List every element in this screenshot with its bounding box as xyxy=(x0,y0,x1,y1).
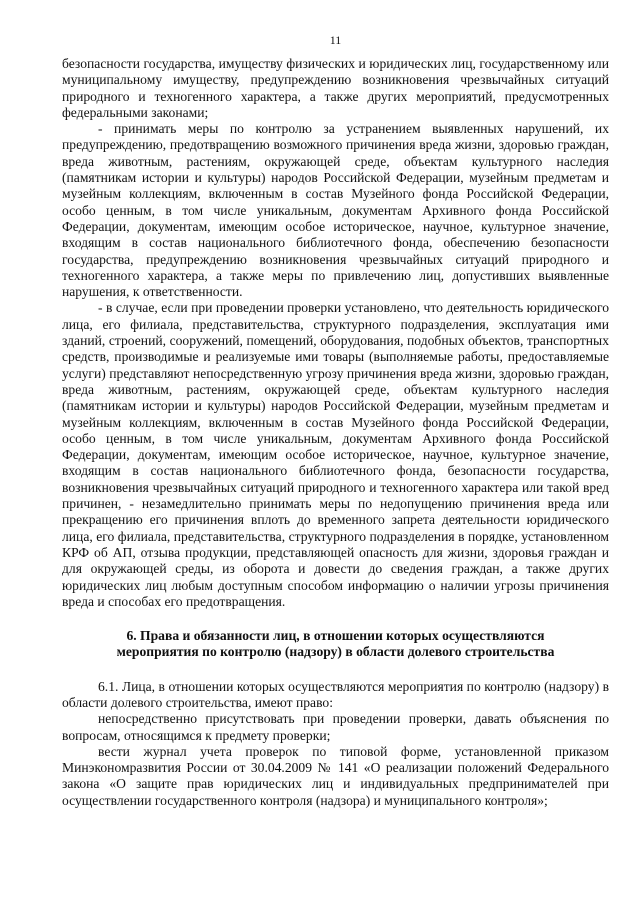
paragraph-control-measures: - принимать меры по контролю за устранением выявленных нарушений, их предупреждению, предотвращению возможного причинения вреда жизни, здоровью граждан, вреда животным, растениям, окружающей среде, объектам культурного наследия (памятникам истории и культуры) народов Российской Федерации, музейным предметам и музейным коллекциям, включенным в состав Музейного фонда Российской Федерации, особо ценным, в том числе уникальным, документам Архивного фонда Российской Федерации, документам, имеющим особое историческое, научное, культурное значение, входящим в состав национального библиотечного фонда, обеспечению безопасности государства, предупреждению возникновения чрезвычайных ситуаций природного и техногенного характера, а также меры по привлечению лиц, допустивших выявленные нарушения, к ответственности. xyxy=(62,121,609,300)
section-heading-line-1: 6. Права и обязанности лиц, в отношении которых осуществляются xyxy=(126,628,545,644)
section-heading-line-2: мероприятия по контролю (надзору) в области долевого строительства xyxy=(116,644,555,660)
paragraph-continuation: безопасности государства, имуществу физических и юридических лиц, государственному или муниципальному имуществу, предупреждению возникновения чрезвычайных ситуаций природного и техногенного характера, а также других мероприятий, предусмотренных федеральными законами; xyxy=(62,56,609,120)
paragraph-right-journal: вести журнал учета проверок по типовой форме, установленной приказом Минэкономразвития России от 30.04.2009 № 141 «О реализации положений Федерального закона «О защите прав юридических лиц и индивидуальных предпринимателей при осуществлении государственного контроля (надзора) и муниципального контроля»; xyxy=(62,743,609,808)
page-number: 11 xyxy=(329,33,342,47)
paragraph-6-1: 6.1. Лица, в отношении которых осуществляются мероприятия по контролю (надзору) в области долевого строительства, имеют право: xyxy=(62,678,609,710)
paragraph-right-attend: непосредственно присутствовать при проведении проверки, давать объяснения по вопросам, относящимся к предмету проверки; xyxy=(62,711,609,743)
paragraph-threat-measures: - в случае, если при проведении проверки установлено, что деятельность юридического лица, его филиала, представительства, структурного подразделения, эксплуатация ими зданий, строений, сооружений, помещений, оборудования, подобных объектов, транспортных средств, производимые и реализуемые ими товары (выполняемые работы, предоставляемые услуги) представляют непосредственную угрозу причинения вреда жизни, здоровью граждан, вреда животным, растениям, окружающей среде, объектам культурного наследия (памятникам истории и культуры) народов Российской Федерации, музейным предметам и музейным коллекциям, включенным в состав Музейного фонда Российской Федерации, особо ценным, в том числе уникальным, документам Архивного фонда Российской Федерации, документам, имеющим особое историческое, научное, культурное значение, входящим в состав национального библиотечного фонда, безопасности государства, возникновения чрезвычайных ситуаций природного и техногенного характера или такой вред причинен, - незамедлительно принимать меры по недопущению причинения вреда или прекращению его причинения вплоть до временного запрета деятельности юридического лица, его филиала, представительства, структурного подразделения в порядке, установленном КРФ об АП, отзыва продукции, представляющей опасность для жизни, здоровья граждан и для окружающей среды, из оборота и довести до сведения граждан, а также других юридических лиц любым доступным способом информацию о наличии угрозы причинения вреда и способах его предотвращения. xyxy=(62,300,609,609)
section-heading xyxy=(62,628,609,661)
